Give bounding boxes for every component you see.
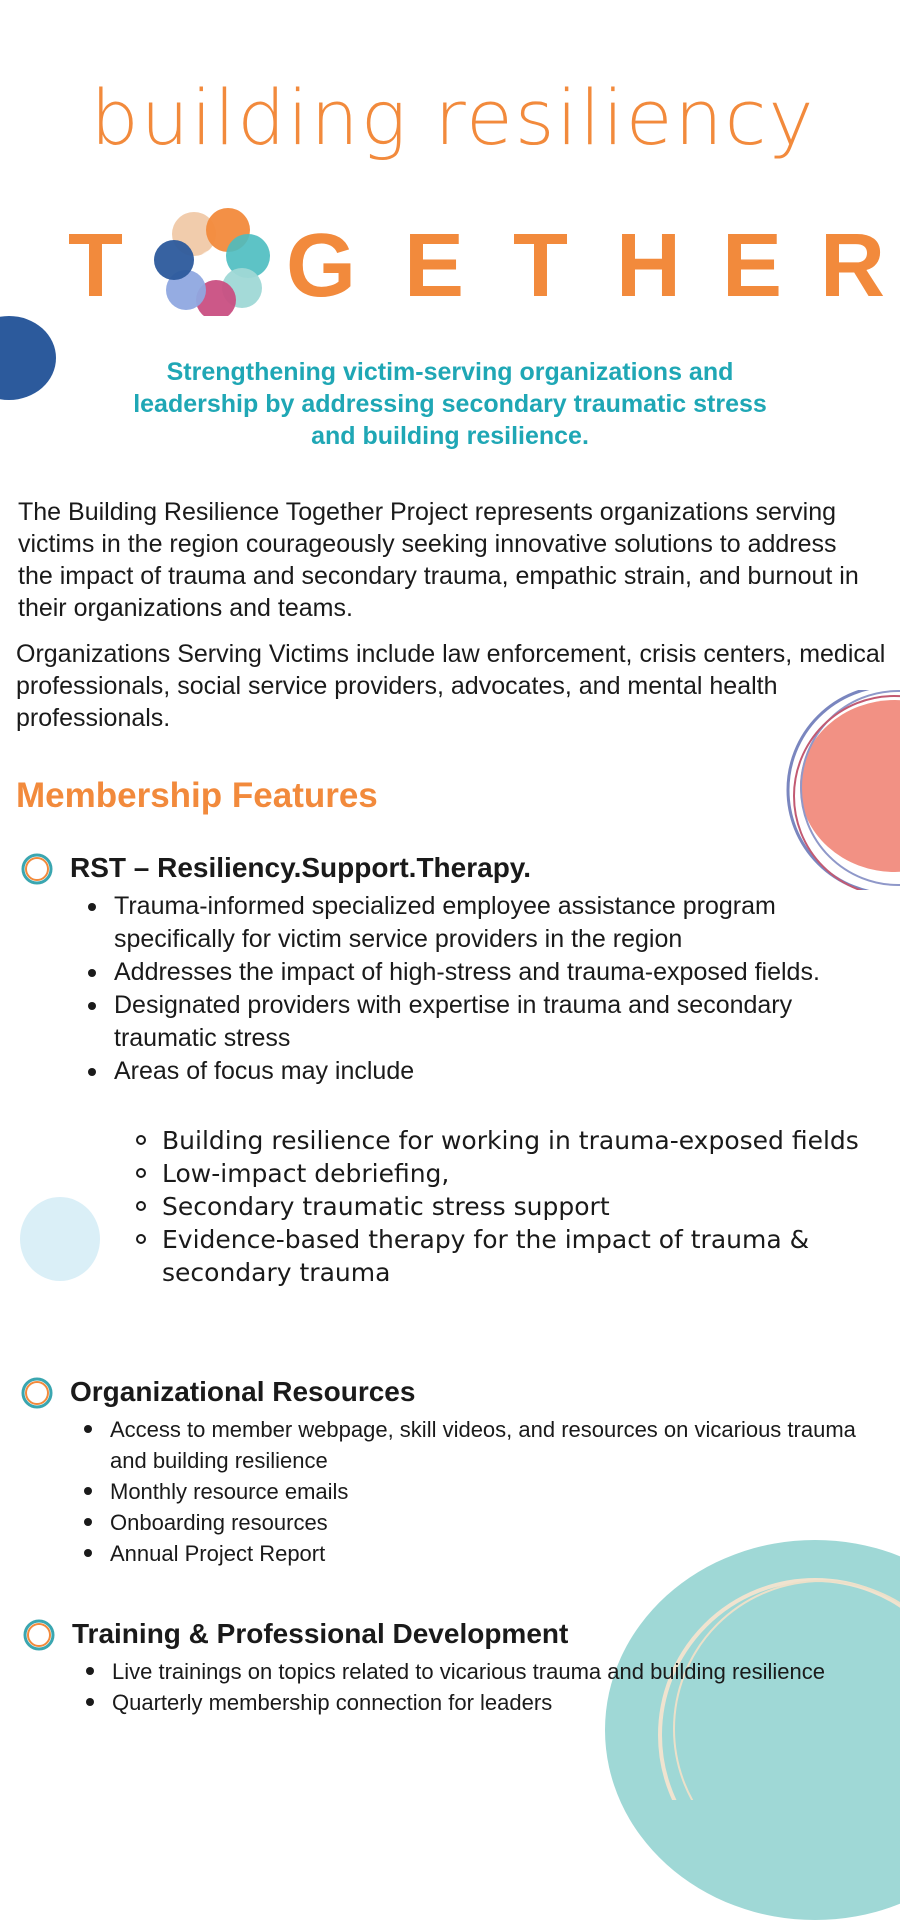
tagline: Strengthening victim-serving organizations and leadership by addressing secondary traumatic stress and building resilience.	[133, 358, 767, 450]
org-list	[82, 1414, 872, 1569]
rst-list	[86, 890, 886, 1088]
list-item: Annual Project Report	[82, 1538, 872, 1569]
sub-list-item: Evidence-based therapy for the impact of trauma & secondary trauma	[134, 1223, 894, 1289]
title-building-resiliency: building resiliency	[90, 73, 816, 162]
list-item: Live trainings on topics related to vicarious trauma and building resilience	[84, 1656, 864, 1687]
together-letter-t: T	[68, 216, 123, 316]
intro-paragraph-2: Organizations Serving Victims include law enforcement, crisis centers, medical professionals, social service providers, advocates, and mental health professionals.	[16, 640, 886, 732]
intro-paragraph-1: The Building Resilience Together Project represents organizations serving victims in the region courageously seeking innovative solutions to address the impact of trauma and secondary trauma, empathic strain, and burnout in their organizations and teams.	[18, 498, 859, 622]
together-letter-g: G	[286, 216, 357, 316]
training-list	[84, 1656, 864, 1718]
list-item: Trauma-informed specialized employee assistance program specifically for victim service providers in the region	[86, 890, 886, 956]
together-letter-r: R	[820, 216, 885, 316]
feature-title-training: Training & Professional Development	[72, 1618, 569, 1649]
list-item: Designated providers with expertise in trauma and secondary traumatic stress	[86, 989, 886, 1055]
decorative-navy-circle	[0, 316, 56, 400]
together-letter-h: H	[616, 216, 681, 316]
membership-features-heading: Membership Features	[16, 776, 378, 815]
rst-sub-list	[134, 1124, 894, 1289]
feature-title-rst: RST – Resiliency.Support.Therapy.	[70, 852, 532, 883]
sub-list-item: Low-impact debriefing,	[134, 1157, 894, 1190]
list-item: Addresses the impact of high-stress and trauma-exposed fields.	[86, 956, 886, 989]
decorative-light-blue-circle	[20, 1197, 100, 1281]
list-item: Monthly resource emails	[82, 1476, 872, 1507]
together-letter-e: E	[404, 216, 465, 316]
list-item: Quarterly membership connection for leaders	[84, 1687, 864, 1718]
sub-list-item: Building resilience for working in trauma-exposed fields	[134, 1124, 894, 1157]
flower-logo-icon	[146, 206, 276, 316]
list-item: Areas of focus may include	[86, 1055, 886, 1088]
list-item: Onboarding resources	[82, 1507, 872, 1538]
list-item: Access to member webpage, skill videos, and resources on vicarious trauma and building resilience	[82, 1414, 872, 1476]
ring-bullet-icon	[22, 1618, 56, 1652]
title-together	[60, 216, 885, 316]
ring-bullet-icon	[20, 1376, 54, 1410]
together-letter-t2: T	[513, 216, 568, 316]
together-letter-e2: E	[722, 216, 783, 316]
feature-title-organizational-resources: Organizational Resources	[70, 1376, 416, 1407]
ring-bullet-icon	[20, 852, 54, 886]
sub-list-item: Secondary traumatic stress support	[134, 1190, 894, 1223]
